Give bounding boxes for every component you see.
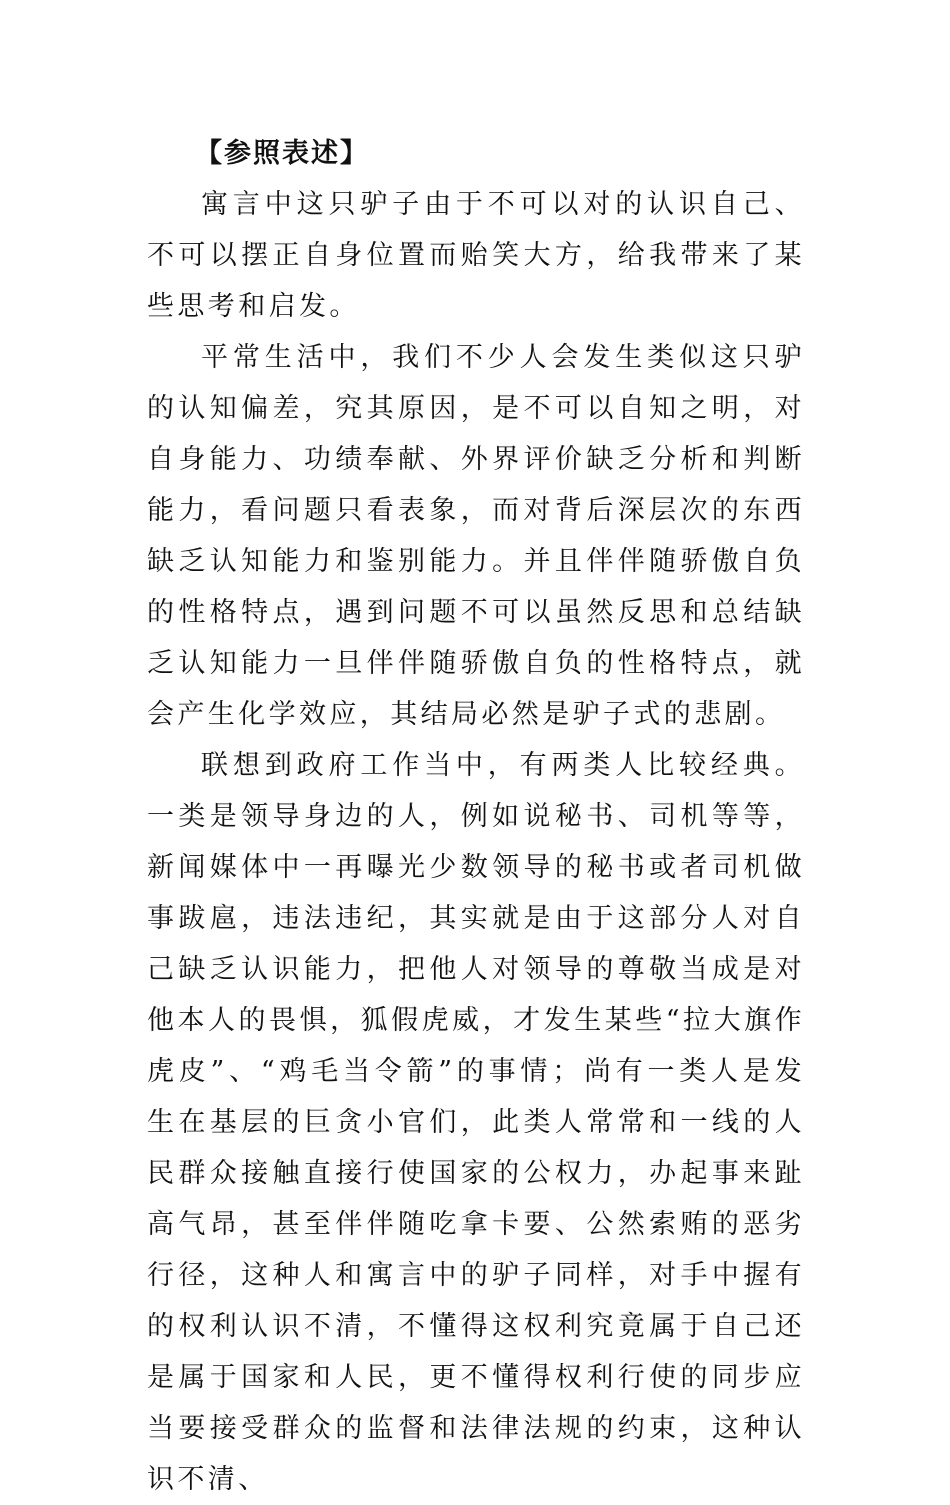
- section-heading: 【参照表述】: [195, 138, 369, 169]
- paragraph-cognitive-bias: 平常生活中，我们不少人会发生类似这只驴的认知偏差，究其原因，是不可以自知之明，对自身能力、功绩奉献、外界评价缺乏分析和判断能力，看问题只看表象，而对背后深层次的东西缺乏认知能力和鉴别能力。并且伴伴随骄傲自负的性格特点，遇到问题不可以虽然反思和总结缺乏认知能力一旦伴伴随骄傲自负的性格特点，就会产生化学效应，其结局必然是驴子式的悲剧。: [147, 342, 805, 730]
- paragraph-government-work: 联想到政府工作当中，有两类人比较经典。一类是领导身边的人，例如说秘书、司机等等，新闻媒体中一再曝光少数领导的秘书或者司机做事跋扈，违法违纪，其实就是由于这部分人对自己缺乏认识能力，把他人对领导的尊敬当成是对他本人的畏惧，狐假虎威，才发生某些“拉大旗作虎皮”、“鸡毛当令箭”的事情；尚有一类人是发生在基层的巨贪小官们，此类人常常和一线的人民群众接触直接行使国家的公权力，办起事来趾高气昂，甚至伴伴随吃拿卡要、公然索贿的恶劣行径，这种人和寓言中的驴子同样，对手中握有的权利认识不清，不懂得这权利究竟属于自己还是属于国家和人民，更不懂得权利行使的同步应当要接受群众的监督和法律法规的约束，这种认识不清、: [147, 750, 805, 1495]
- paragraph-reflection: 寓言中这只驴子由于不可以对的认识自己、不可以摆正自身位置而贻笑大方，给我带来了某些思考和启发。: [147, 189, 805, 322]
- document-body: [147, 128, 805, 1505]
